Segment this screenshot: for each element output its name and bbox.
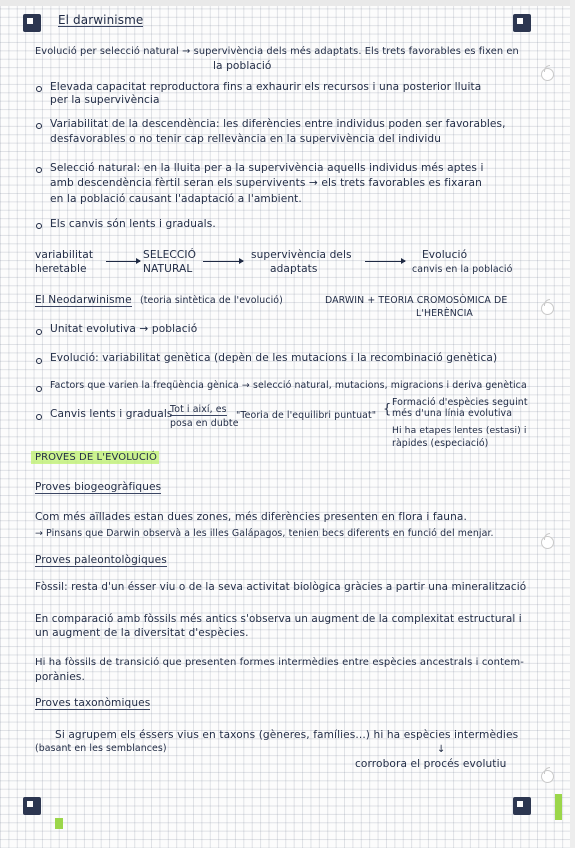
corner-mark-top-left — [23, 14, 41, 32]
neo-formacio-1: Formació d'espècies seguint — [392, 397, 528, 408]
flow-step-2b: NATURAL — [143, 263, 193, 275]
flow-step-3a: supervivència dels — [251, 249, 352, 261]
paleo-heading: Proves paleontològiques — [35, 554, 167, 566]
flow-step-3b: adaptats — [270, 263, 318, 275]
flow-step-1b: heretable — [35, 263, 87, 275]
neo-theory: (teoria sintètica de l'evolució) — [140, 295, 283, 306]
bullet-dot — [36, 167, 42, 173]
neo-formacio-2: més d'una línia evolutiva — [392, 408, 513, 419]
neo-factors: Factors que varien la freqüència gènica → selecció natural, mutacions, migracions i deriva genètica — [50, 380, 527, 391]
corner-mark-bottom-right — [513, 797, 531, 815]
corner-mark-top-right — [513, 14, 531, 32]
page-title: El darwinisme — [58, 13, 144, 27]
punch-hole-3 — [541, 536, 554, 549]
proves-heading: PROVES DE L'EVOLUCIÓ — [35, 452, 157, 463]
bullet-1-line-1: Elevada capacitat reproductora fins a exhaurir els recursos i una posterior lluita — [50, 81, 482, 93]
page-top-edge — [0, 0, 575, 6]
bullet-dot — [36, 358, 42, 364]
neo-tot-i: Tot i així, es — [170, 404, 227, 415]
bullet-dot — [36, 223, 42, 229]
bullet-3-line-3: en la població causant l'adaptació a l'ambient. — [50, 193, 302, 205]
bullet-2-line-2: desfavorables o no tenir cap rellevància en la supervivència del individu — [50, 133, 442, 145]
punch-hole-1 — [541, 68, 554, 81]
green-tab-left — [55, 818, 63, 829]
bullet-3-line-2: amb descendència fèrtil seran els supervivents → els trets favorables es fixaran — [50, 177, 482, 189]
flow-arrow-1 — [106, 261, 140, 262]
flow-arrow-3 — [365, 261, 405, 262]
neo-brace: { — [383, 402, 392, 417]
page-right-edge — [570, 0, 575, 848]
bullet-dot — [36, 86, 42, 92]
neo-herencia: L'HERÈNCIA — [416, 308, 473, 319]
neo-unitat: Unitat evolutiva → població — [50, 323, 198, 335]
intro-line-1: Evolució per selecció natural → supervivència dels més adaptats. Els trets favorables es fixen en — [35, 46, 519, 57]
tax-heading: Proves taxonòmiques — [35, 697, 151, 709]
paleo-comp-2: un augment de la diversitat d'espècies. — [35, 627, 249, 639]
bio-line-1: Com més aïllades estan dues zones, més diferències presenten en flora i fauna. — [35, 511, 467, 523]
bullet-1-line-2: per la supervivència — [50, 94, 160, 106]
neo-etapes-2: ràpides (especiació) — [392, 438, 489, 449]
corner-mark-bottom-left — [23, 797, 41, 815]
bullet-2-line-1: Variabilitat de la descendència: les diferències entre individus poden ser favorables, — [50, 118, 506, 130]
tax-line-2: (basant en les semblances) — [35, 743, 167, 754]
flow-step-1a: variabilitat — [35, 249, 94, 261]
neo-posa: posa en dubte — [170, 418, 239, 429]
bullet-dot — [36, 329, 42, 335]
paleo-trans-1: Hi ha fòssils de transició que presenten formes intermèdies entre espècies ancestrals i contem- — [35, 657, 524, 668]
flow-step-4a: Evolució — [422, 249, 468, 261]
green-tab-right — [555, 794, 562, 820]
bio-heading: Proves biogeogràfiques — [35, 481, 162, 493]
flow-step-2a: SELECCIÓ — [143, 249, 197, 261]
punch-hole-2 — [541, 302, 554, 315]
bullet-dot — [36, 123, 42, 129]
punch-hole-4 — [541, 770, 554, 783]
intro-line-2: la població — [213, 60, 272, 72]
neo-etapes-1: Hi ha etapes lentes (estasi) i — [392, 425, 527, 436]
bullet-4-line-1: Els canvis són lents i graduals. — [50, 218, 216, 230]
flow-arrow-2 — [203, 261, 243, 262]
tax-line-3: corrobora el procés evolutiu — [355, 758, 507, 770]
neo-canvis: Canvis lents i graduals — [50, 408, 173, 420]
paleo-fossil: Fòssil: resta d'un ésser viu o de la seva activitat biològica gràcies a partir una mineralització — [35, 581, 527, 593]
neo-darwin: DARWIN + TEORIA CROMOSÒMICA DE — [325, 295, 508, 306]
flow-step-4b: canvis en la població — [412, 264, 513, 275]
neo-evolucio: Evolució: variabilitat genètica (depèn de les mutacions i la recombinació genètica) — [50, 352, 498, 364]
paleo-comp-1: En comparació amb fòssils més antics s'observa un augment de la complexitat estructural i — [35, 613, 522, 625]
bullet-dot — [36, 414, 42, 420]
tax-line-1: Si agrupem els éssers vius en taxons (gèneres, famílies...) hi ha espècies intermèdies — [55, 729, 519, 741]
neo-puntuat: "Teoria de l'equilibri puntuat" — [236, 410, 377, 421]
paleo-trans-2: porànies. — [35, 671, 86, 683]
tax-down-arrow: ↓ — [437, 744, 446, 755]
bullet-dot — [36, 386, 42, 392]
neo-heading: El Neodarwinisme — [35, 294, 132, 306]
bio-line-2: → Pinsans que Darwin observà a les illes Galápagos, tenien becs diferents en funció del menjar. — [35, 528, 494, 539]
bullet-3-line-1: Selecció natural: en la lluita per a la supervivència aquells individus més aptes i — [50, 162, 484, 174]
